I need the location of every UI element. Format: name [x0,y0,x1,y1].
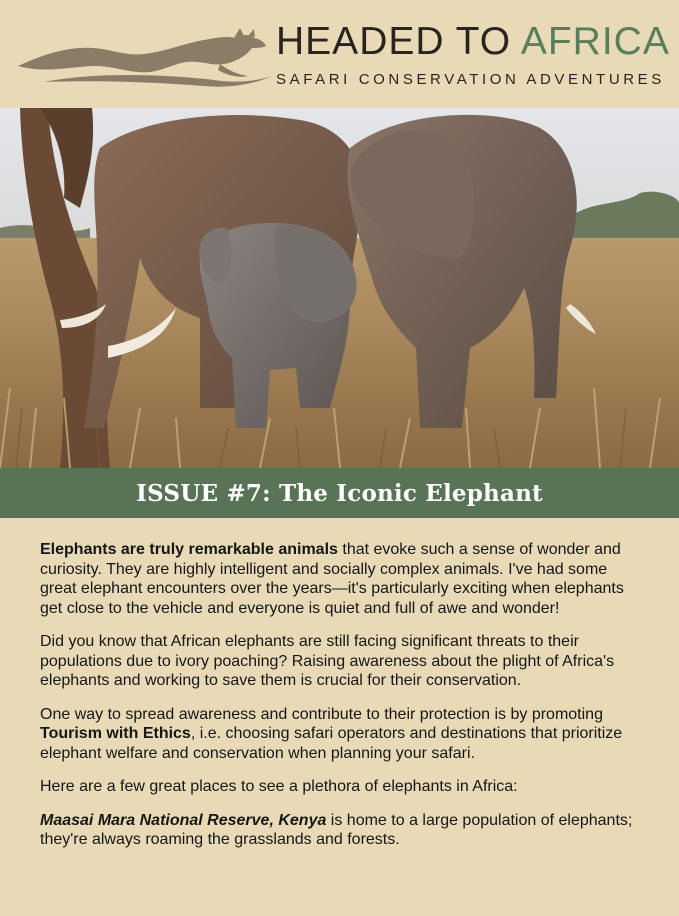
brand-title [276,22,670,61]
intro-text: that evoke such a sense of wonder and curiosity. They are highly intelligent and socially complex animals. I've had some great elephant encounters over the years—it's particularly exciting when elephants get close to the vehicle and everyone is quiet and full of awe and wonder! [40,541,624,617]
ethics-text-start: One way to spread awareness and contribute to their protection is by promoting [40,705,603,723]
brand-title-accent: AFRICA [520,20,670,63]
paragraph-intro [40,540,640,618]
leopard-silhouette-icon[interactable] [14,26,276,88]
ethics-text-end: , i.e. choosing safari operators and destinations that prioritize elephant welfare and conservation when planning your safari. [40,725,623,762]
issue-title: ISSUE #7: The Iconic Elephant [136,479,543,507]
newsletter-header [0,0,679,108]
maasai-mara-text: is home to a large population of elephants; they're always roaming the grasslands and forests. [40,811,633,848]
tourism-with-ethics-link[interactable]: Tourism with Ethics [40,725,191,742]
paragraph-maasai-mara [40,811,640,850]
paragraph-ethics [40,705,640,764]
elephant-family-photo [0,108,679,468]
brand-tagline: SAFARI CONSERVATION ADVENTURES [276,71,665,88]
hero-image [0,108,679,468]
article-body [40,540,640,864]
paragraph-places-intro: Here are a few great places to see a plethora of elephants in Africa: [40,778,518,795]
intro-highlight: Elephants are truly remarkable animals [40,541,338,558]
issue-banner [0,468,679,518]
brand-title-main: HEADED TO [276,20,521,63]
maasai-mara-name: Maasai Mara National Reserve, Kenya [40,811,327,829]
paragraph-poaching: Did you know that African elephants are still facing significant threats to their populations due to ivory poaching? Raising awareness about the plight of Africa's elephants and working to save them is crucial for their conservation. [40,633,615,689]
